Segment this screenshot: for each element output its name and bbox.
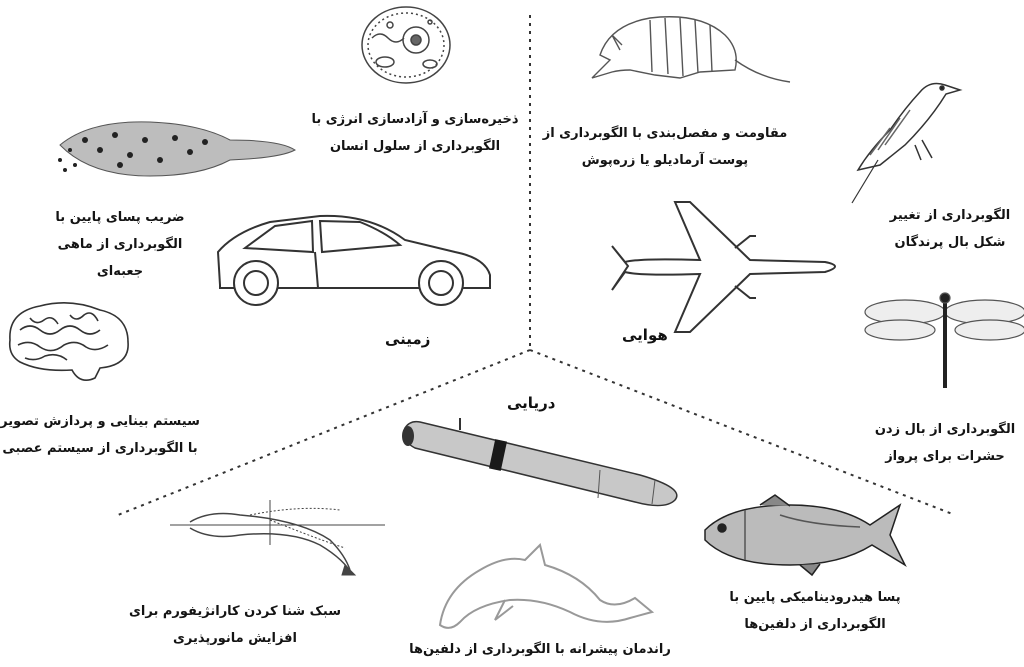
bird-icon xyxy=(852,84,960,203)
boxfish-label: ضریب پسای پایین با الگوبرداری از ماهی جعبه‌ای xyxy=(55,210,185,279)
cell-label: ذخیره‌سازی و آزادسازی انرژی با الگوبرداری از سلول انسان xyxy=(311,112,519,154)
airplane-icon xyxy=(612,202,835,332)
dragonfly-label: الگوبرداری از بال زدن حشرات برای پرواز xyxy=(874,422,1016,464)
tuna-icon xyxy=(705,495,905,575)
section-air-label: هوایی xyxy=(622,326,668,344)
underwater-vehicle-icon xyxy=(402,418,677,506)
dolphin-icon xyxy=(440,545,652,628)
brain-icon xyxy=(10,303,128,380)
dolphin-label: راندمان پیشرانه با الگوبرداری از دلفین‌ها xyxy=(409,642,671,657)
boxfish-icon xyxy=(58,122,295,176)
armadillo-icon xyxy=(592,17,790,82)
section-sea-label: دریایی xyxy=(507,394,556,412)
carangiform-label: سبک شنا کردن کارانژیفورم برای افزایش مانورپذیری xyxy=(129,604,341,646)
section-land-label: زمینی xyxy=(385,330,431,348)
dragonfly-icon xyxy=(865,293,1024,388)
brain-label: سیستم بینایی و پردازش تصویر با الگوبرداری از سیستم عصبی xyxy=(0,414,200,456)
carangiform-diagram-icon xyxy=(170,500,385,575)
tuna-label: پسا هیدرودینامیکی پایین با الگوبرداری از دلفین‌ها xyxy=(729,590,901,632)
bird-label: الگوبرداری از تغییر شکل بال پرندگان xyxy=(889,208,1011,250)
armadillo-label: مقاومت و مفصل‌بندی با الگوبرداری از پوست آرمادیلو یا زره‌پوش xyxy=(542,126,788,168)
cell-icon xyxy=(362,7,450,83)
car-icon xyxy=(218,216,490,305)
